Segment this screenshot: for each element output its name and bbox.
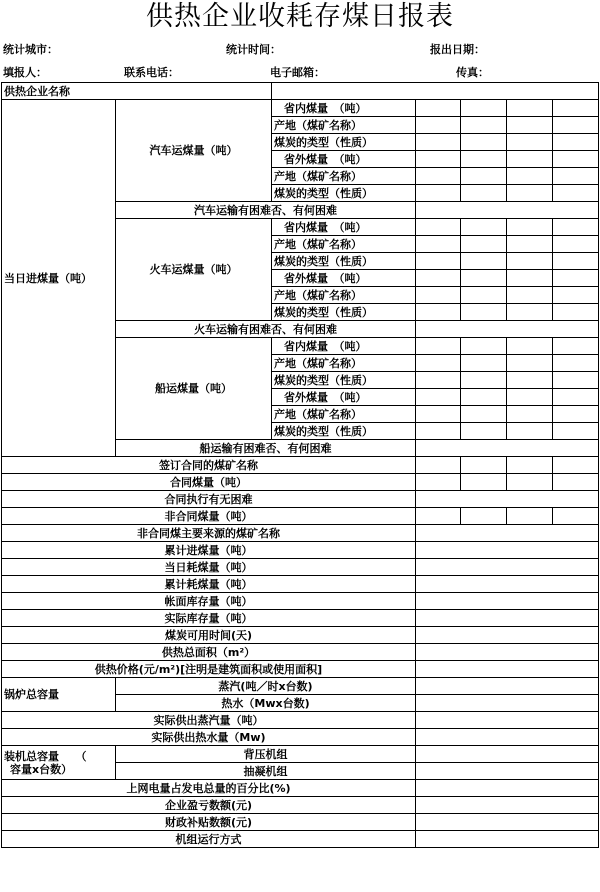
heating-price-label: 供热价格(元/m²)[注明是建筑面积或使用面积] (2, 661, 416, 678)
input-cell[interactable] (461, 474, 507, 491)
input-cell[interactable] (553, 185, 599, 202)
input-cell[interactable] (416, 440, 599, 457)
input-cell[interactable] (507, 270, 553, 287)
page-title: 供热企业收耗存煤日报表 (146, 1, 454, 32)
input-cell[interactable] (507, 508, 553, 525)
input-cell[interactable] (416, 287, 461, 304)
input-cell[interactable] (416, 321, 599, 338)
input-cell[interactable] (461, 372, 507, 389)
usable-days-label: 煤炭可用时间(天) (2, 627, 416, 644)
input-cell[interactable] (416, 661, 599, 678)
input-cell[interactable] (507, 372, 553, 389)
input-cell[interactable] (416, 678, 599, 695)
input-cell[interactable] (461, 100, 507, 117)
input-cell[interactable] (416, 151, 461, 168)
input-cell[interactable] (461, 185, 507, 202)
input-cell[interactable] (553, 270, 599, 287)
input-cell[interactable] (416, 134, 461, 151)
input-cell[interactable] (507, 304, 553, 321)
input-cell[interactable] (553, 457, 599, 474)
book-stock-label: 帐面库存量（吨） (2, 593, 416, 610)
noncontract-qty-label: 非合同煤量（吨） (2, 508, 416, 525)
input-cell[interactable] (507, 219, 553, 236)
input-cell[interactable] (416, 763, 599, 780)
train-out-coal-type-label: 煤炭的类型（性质） (272, 304, 416, 321)
input-cell[interactable] (416, 338, 461, 355)
input-cell[interactable] (416, 814, 599, 831)
input-cell[interactable] (507, 423, 553, 440)
filler-label: 填报人： (3, 66, 47, 79)
train-in-coal-type-label: 煤炭的类型（性质） (272, 253, 416, 270)
input-cell[interactable] (461, 355, 507, 372)
steam-label: 蒸汽(吨／时x台数) (116, 678, 416, 695)
input-cell[interactable] (461, 406, 507, 423)
input-cell[interactable] (416, 168, 461, 185)
input-cell[interactable] (416, 695, 599, 712)
input-cell[interactable] (553, 406, 599, 423)
input-cell[interactable] (507, 236, 553, 253)
input-cell[interactable] (507, 100, 553, 117)
input-cell[interactable] (416, 797, 599, 814)
train-out-province-label: 省外煤量 （吨） (272, 270, 416, 287)
ship-in-origin-label: 产地（煤矿名称） (272, 355, 416, 372)
city-label: 统计城市： (3, 43, 58, 56)
input-cell[interactable] (461, 389, 507, 406)
input-cell[interactable] (416, 831, 599, 848)
input-cell[interactable] (461, 508, 507, 525)
phone-label: 联系电话： (124, 66, 179, 79)
input-cell[interactable] (416, 593, 599, 610)
input-cell[interactable] (461, 151, 507, 168)
grid-percent-label: 上网电量占发电总量的百分比(%) (2, 780, 416, 797)
input-cell[interactable] (461, 236, 507, 253)
input-cell[interactable] (416, 576, 599, 593)
installed-capacity-line1: 装机总容量 （ (4, 749, 87, 763)
input-cell[interactable] (553, 168, 599, 185)
input-cell[interactable] (416, 372, 461, 389)
input-cell[interactable] (507, 253, 553, 270)
ship-out-origin-label: 产地（煤矿名称） (272, 406, 416, 423)
input-cell[interactable] (416, 389, 461, 406)
input-cell[interactable] (507, 287, 553, 304)
input-cell[interactable] (461, 287, 507, 304)
input-cell[interactable] (553, 389, 599, 406)
train-out-origin-label: 产地（煤矿名称） (272, 287, 416, 304)
input-cell[interactable] (416, 712, 599, 729)
daily-consumption-label: 当日耗煤量（吨） (2, 559, 416, 576)
input-cell[interactable] (507, 151, 553, 168)
truck-in-province-label: 省内煤量 （吨） (272, 100, 416, 117)
contract-exec-label: 合同执行有无困难 (2, 491, 416, 508)
unit-mode-label: 机组运行方式 (2, 831, 416, 848)
input-cell[interactable] (416, 202, 599, 219)
report-date-label: 报出日期： (430, 43, 485, 56)
installed-capacity-label (2, 746, 116, 780)
train-label: 火车运煤量（吨） (116, 219, 272, 321)
input-cell[interactable] (416, 559, 599, 576)
input-cell[interactable] (416, 185, 461, 202)
back-pressure-label: 背压机组 (116, 746, 416, 763)
daily-intake-label: 当日进煤量（吨） (2, 100, 116, 457)
input-cell[interactable] (507, 134, 553, 151)
truck-out-origin-label: 产地（煤矿名称） (272, 168, 416, 185)
truck-in-coal-type-label: 煤炭的类型（性质） (272, 134, 416, 151)
input-cell[interactable] (461, 338, 507, 355)
contract-mine-label: 签订合同的煤矿名称 (2, 457, 416, 474)
input-cell[interactable] (553, 508, 599, 525)
input-cell[interactable] (461, 423, 507, 440)
truck-in-origin-label: 产地（煤矿名称） (272, 117, 416, 134)
input-cell[interactable] (416, 542, 599, 559)
train-difficulty-label: 火车运输有困难否、有何困难 (116, 321, 416, 338)
input-cell[interactable] (553, 100, 599, 117)
input-cell[interactable] (553, 117, 599, 134)
ship-label: 船运煤量（吨） (116, 338, 272, 440)
input-cell[interactable] (416, 219, 461, 236)
input-cell[interactable] (553, 134, 599, 151)
input-cell[interactable] (553, 474, 599, 491)
input-cell[interactable] (416, 525, 599, 542)
input-cell[interactable] (507, 168, 553, 185)
input-cell[interactable] (507, 389, 553, 406)
input-cell[interactable] (507, 355, 553, 372)
input-cell[interactable] (461, 270, 507, 287)
input-cell[interactable] (507, 457, 553, 474)
input-cell[interactable] (416, 474, 461, 491)
installed-capacity-line2: 容量x台数） (10, 762, 73, 776)
train-in-province-label: 省内煤量 （吨） (272, 219, 416, 236)
profit-loss-label: 企业盈亏数额(元) (2, 797, 416, 814)
ship-in-province-label: 省内煤量 （吨） (272, 338, 416, 355)
subsidy-label: 财政补贴数额(元) (2, 814, 416, 831)
input-cell[interactable] (553, 338, 599, 355)
actual-stock-label: 实际库存量（吨） (2, 610, 416, 627)
input-cell[interactable] (553, 304, 599, 321)
truck-difficulty-label: 汽车运输有困难否、有何困难 (116, 202, 416, 219)
input-cell[interactable] (461, 457, 507, 474)
input-cell[interactable] (416, 304, 461, 321)
fax-label: 传真： (456, 66, 489, 79)
input-cell[interactable] (507, 474, 553, 491)
input-cell[interactable] (553, 151, 599, 168)
input-cell[interactable] (461, 168, 507, 185)
truck-label: 汽车运煤量（吨） (116, 100, 272, 202)
truck-out-coal-type-label: 煤炭的类型（性质） (272, 185, 416, 202)
water-supplied-label: 实际供出热水量（Mw) (2, 729, 416, 746)
input-cell[interactable] (416, 117, 461, 134)
ship-out-province-label: 省外煤量 （吨） (272, 389, 416, 406)
input-cell[interactable] (461, 134, 507, 151)
input-cell[interactable] (416, 491, 599, 508)
input-cell[interactable] (416, 406, 461, 423)
heating-area-label: 供热总面积（m²） (2, 644, 416, 661)
input-cell[interactable] (461, 304, 507, 321)
input-cell[interactable] (416, 423, 461, 440)
input-cell[interactable] (507, 185, 553, 202)
input-cell[interactable] (416, 508, 461, 525)
input-cell[interactable] (461, 117, 507, 134)
truck-out-province-label: 省外煤量 （吨） (272, 151, 416, 168)
input-cell[interactable] (416, 355, 461, 372)
ship-in-coal-type-label: 煤炭的类型（性质） (272, 372, 416, 389)
contract-qty-label: 合同煤量（吨） (2, 474, 416, 491)
input-cell[interactable] (416, 236, 461, 253)
steam-supplied-label: 实际供出蒸汽量（吨） (2, 712, 416, 729)
input-cell[interactable] (461, 219, 507, 236)
input-cell[interactable] (553, 423, 599, 440)
input-cell[interactable] (553, 253, 599, 270)
input-cell[interactable] (416, 270, 461, 287)
noncontract-source-label: 非合同煤主要来源的煤矿名称 (2, 525, 416, 542)
stat-time-label: 统计时间： (226, 43, 281, 56)
company-name-label: 供热企业名称 (2, 83, 272, 100)
input-cell[interactable] (416, 253, 461, 270)
input-cell[interactable] (553, 219, 599, 236)
input-cell[interactable] (553, 287, 599, 304)
input-cell[interactable] (416, 644, 599, 661)
train-in-origin-label: 产地（煤矿名称） (272, 236, 416, 253)
input-cell[interactable] (507, 338, 553, 355)
input-cell[interactable] (553, 355, 599, 372)
ship-out-coal-type-label: 煤炭的类型（性质） (272, 423, 416, 440)
input-cell[interactable] (461, 253, 507, 270)
hot-water-label: 热水（Mwx台数) (116, 695, 416, 712)
input-cell[interactable] (507, 406, 553, 423)
input-cell[interactable] (507, 117, 553, 134)
cum-consumption-label: 累计耗煤量（吨） (2, 576, 416, 593)
boiler-capacity-label: 锅炉总容量 (2, 678, 116, 712)
ship-difficulty-label: 船运输有困难否、有何困难 (116, 440, 416, 457)
input-cell[interactable] (416, 457, 461, 474)
input-cell[interactable] (416, 729, 599, 746)
email-label: 电子邮箱： (270, 66, 325, 79)
input-cell[interactable] (416, 746, 599, 763)
input-cell[interactable] (416, 610, 599, 627)
input-cell[interactable] (553, 372, 599, 389)
input-cell[interactable] (416, 100, 461, 117)
cum-intake-label: 累计进煤量（吨） (2, 542, 416, 559)
input-cell[interactable] (416, 780, 599, 797)
condensing-label: 抽凝机组 (116, 763, 416, 780)
company-name-cell[interactable] (272, 83, 599, 100)
input-cell[interactable] (416, 627, 599, 644)
report-table (1, 82, 598, 892)
input-cell[interactable] (553, 236, 599, 253)
